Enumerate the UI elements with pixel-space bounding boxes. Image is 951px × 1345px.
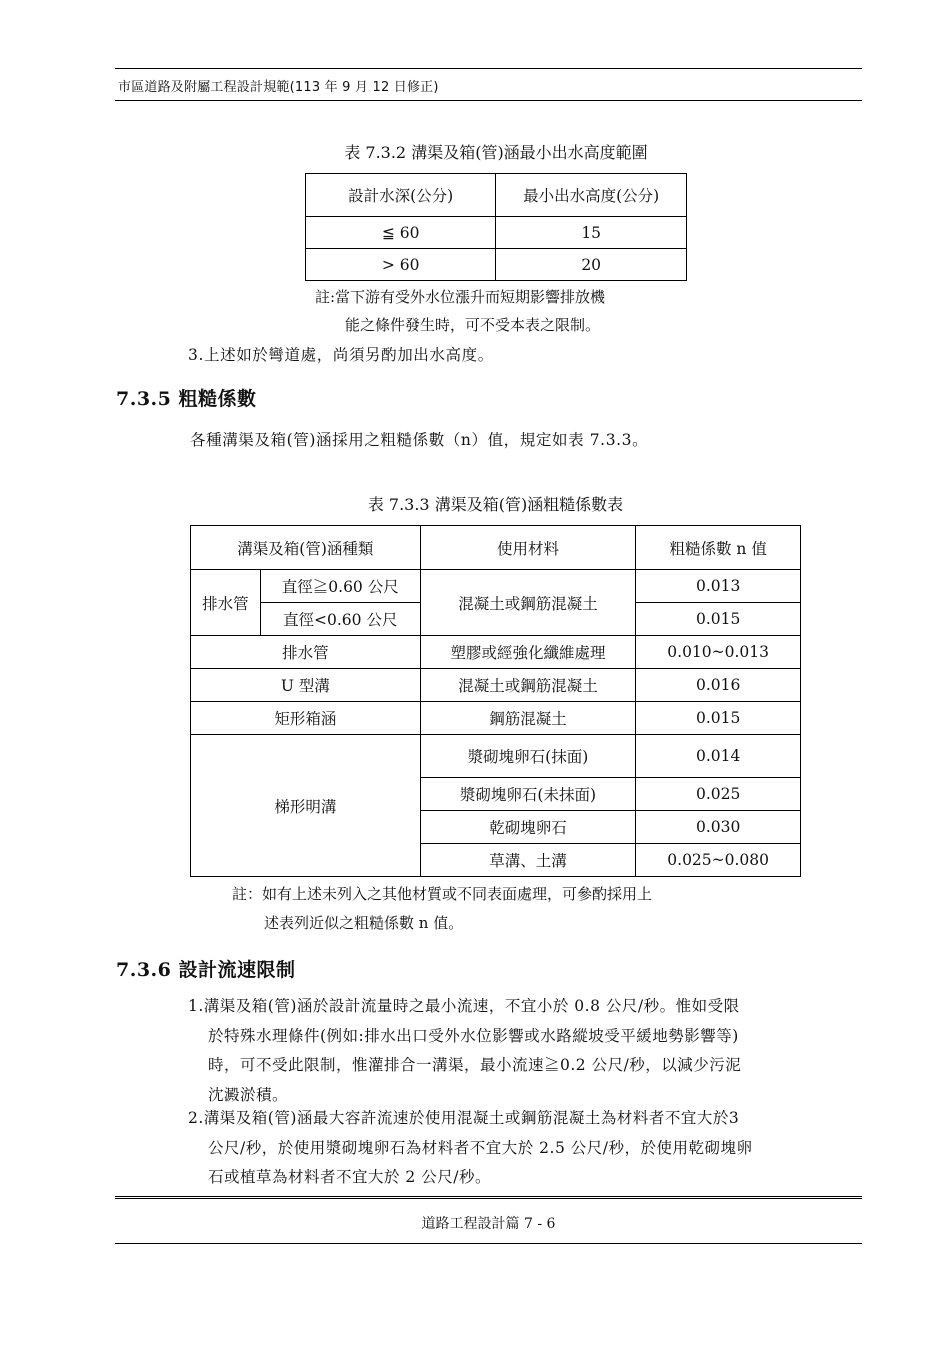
table-733-header-material: 使用材料 [420, 526, 636, 570]
paragraph-line: 於特殊水理條件(例如:排水出口受外水位影響或水路縱坡受平緩地勢影響等) [208, 1026, 739, 1045]
section-735-intro: 各種溝渠及箱(管)涵採用之粗糙係數（n）值，規定如表 7.3.3。 [190, 431, 649, 449]
running-header: 市區道路及附屬工程設計規範(113 年 9 月 12 日修正) [118, 80, 439, 95]
paragraph-line: 2.溝渠及箱(管)涵最大容許流速於使用混凝土或鋼筋混凝土為材料者不宜大於3 [188, 1109, 740, 1127]
table-733-caption: 表 7.3.3 溝渠及箱(管)涵粗糙係數表 [367, 495, 624, 514]
table-732 [305, 173, 687, 281]
table-732-cell: > 60 [306, 249, 496, 281]
table-733-row-n: 0.015 [636, 702, 801, 735]
paragraph-line: 石或植草為材料者不宜大於 2 公尺/秒。 [208, 1168, 491, 1186]
table-732-header-freeboard: 最小出水高度(公分) [496, 174, 687, 217]
table-733-trapezoid-material: 乾砌塊卵石 [420, 811, 636, 844]
table-733-header-n: 粗糙係數 n 值 [636, 526, 801, 570]
table-733-row-type: 矩形箱涵 [191, 702, 421, 735]
table-733-trapezoid-type: 梯形明溝 [191, 735, 421, 877]
paragraph-line: 沈澱淤積。 [208, 1085, 289, 1104]
table-733-row-n: 0.010~0.013 [636, 636, 801, 669]
table-732-cell: 20 [496, 249, 687, 281]
table-733-drainpipe-group: 排水管 [191, 570, 261, 636]
table-733-row-n: 0.016 [636, 669, 801, 702]
section-736-paragraph-1 [188, 992, 741, 1110]
table-733-trapezoid-n: 0.025 [636, 778, 801, 811]
table-733-drainpipe-n2: 0.015 [636, 603, 801, 636]
header-bottom-rule [115, 100, 862, 101]
table-733-row-material: 混凝土或鋼筋混凝土 [420, 669, 636, 702]
table-733-row-material: 塑膠或經強化纖維處理 [420, 636, 636, 669]
table-733-drainpipe-n1: 0.013 [636, 570, 801, 603]
table-733-trapezoid-material: 漿砌塊卵石(未抹面) [420, 778, 636, 811]
table-733-drainpipe-small: 直徑<0.60 公尺 [260, 603, 420, 636]
footer-bottom-rule [115, 1243, 862, 1244]
table-732-cell: ≦ 60 [306, 217, 496, 249]
table-732-header-depth: 設計水深(公分) [306, 174, 496, 217]
section-735-heading: 7.3.5 粗糙係數 [116, 388, 257, 410]
table-733-trapezoid-n: 0.014 [636, 735, 801, 778]
section-736-heading: 7.3.6 設計流速限制 [116, 959, 296, 981]
paragraph-line: 時，可不受此限制，惟灌排合一溝渠，最小流速≧0.2 公尺/秒，以減少污泥 [208, 1056, 742, 1074]
table-733-note-line2: 述表列近似之粗糙係數 n 值。 [264, 914, 464, 932]
table-732-note-line1: 註:當下游有受外水位漲升而短期影響排放機 [315, 288, 606, 306]
table-733-row-type: U 型溝 [191, 669, 421, 702]
page-footer: 道路工程設計篇 7 - 6 [421, 1216, 556, 1232]
table-733-header-type: 溝渠及箱(管)涵種類 [191, 526, 421, 570]
table-733-row-material: 鋼筋混凝土 [420, 702, 636, 735]
footer-top-rule [115, 1196, 862, 1199]
table-733-trapezoid-material: 草溝、土溝 [420, 844, 636, 877]
table-733-trapezoid-n: 0.025~0.080 [636, 844, 801, 877]
paragraph-line: 公尺/秒，於使用漿砌塊卵石為材料者不宜大於 2.5 公尺/秒，於使用乾砌塊卵 [208, 1138, 753, 1157]
table-733-drainpipe-large: 直徑≧0.60 公尺 [260, 570, 420, 603]
table-733-note-line1: 註：如有上述未列入之其他材質或不同表面處理，可參酌採用上 [232, 885, 653, 903]
table-732-caption: 表 7.3.2 溝渠及箱(管)涵最小出水高度範圍 [344, 143, 648, 162]
table-733-row-type: 排水管 [191, 636, 421, 669]
header-top-rule [115, 68, 862, 69]
table-732-cell: 15 [496, 217, 687, 249]
table-733 [190, 525, 801, 877]
table-733-trapezoid-material: 漿砌塊卵石(抹面) [420, 735, 636, 778]
section-736-paragraph-2 [188, 1104, 752, 1193]
table-733-trapezoid-n: 0.030 [636, 811, 801, 844]
item-3-text: 3.上述如於彎道處，尚須另酌加出水高度。 [188, 346, 494, 364]
paragraph-line: 1.溝渠及箱(管)涵於設計流量時之最小流速，不宜小於 0.8 公尺/秒。惟如受限 [188, 997, 740, 1015]
table-732-note-line2: 能之條件發生時，可不受本表之限制。 [345, 316, 601, 334]
table-733-drainpipe-material: 混凝土或鋼筋混凝土 [420, 570, 636, 636]
